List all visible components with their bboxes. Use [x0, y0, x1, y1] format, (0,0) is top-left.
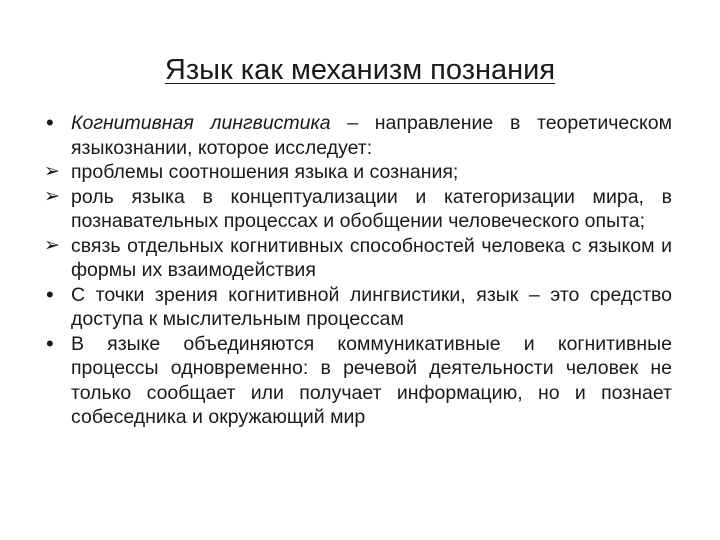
term-italic: Когнитивная лингвистика — [71, 112, 331, 134]
list-item-text: связь отдельных когнитивных способностей человека с языком и формы их взаимодействия — [71, 234, 672, 281]
bullet-dot-icon: • — [46, 110, 54, 135]
list-item — [44, 234, 672, 283]
list-item-text: проблемы соотношения языка и сознания; — [71, 161, 459, 183]
bullet-dot-icon: • — [46, 330, 54, 356]
bullet-list — [44, 111, 672, 430]
list-item-text: роль языка в концептуализации и категоризации мира, в познавательных процессах и обобщении человеческого опыта; — [71, 185, 672, 232]
list-item-text: В языке объединяются коммуникативные и когнитивные процессы одновременно: в речевой деятельности человек не только сообщает или получает информацию, но и познает собеседника и окружающий мир — [71, 332, 672, 428]
arrow-bullet-icon: ➢ — [44, 234, 60, 256]
slide-title — [0, 50, 720, 90]
list-item — [44, 332, 672, 430]
bullet-dot-icon: • — [46, 281, 54, 307]
list-item — [44, 111, 672, 160]
arrow-bullet-icon: ➢ — [44, 185, 60, 207]
list-item-text: – направление в теоретическом языкознании, которое исследует: — [71, 112, 673, 159]
list-item — [44, 160, 672, 185]
list-item — [44, 185, 672, 234]
list-item — [44, 283, 672, 332]
slide-title-text: Язык как механизм познания — [164, 54, 556, 86]
list-item-text: С точки зрения когнитивной лингвистики, язык – это средство доступа к мыслительным процессам — [71, 283, 672, 330]
arrow-bullet-icon: ➢ — [44, 161, 60, 182]
